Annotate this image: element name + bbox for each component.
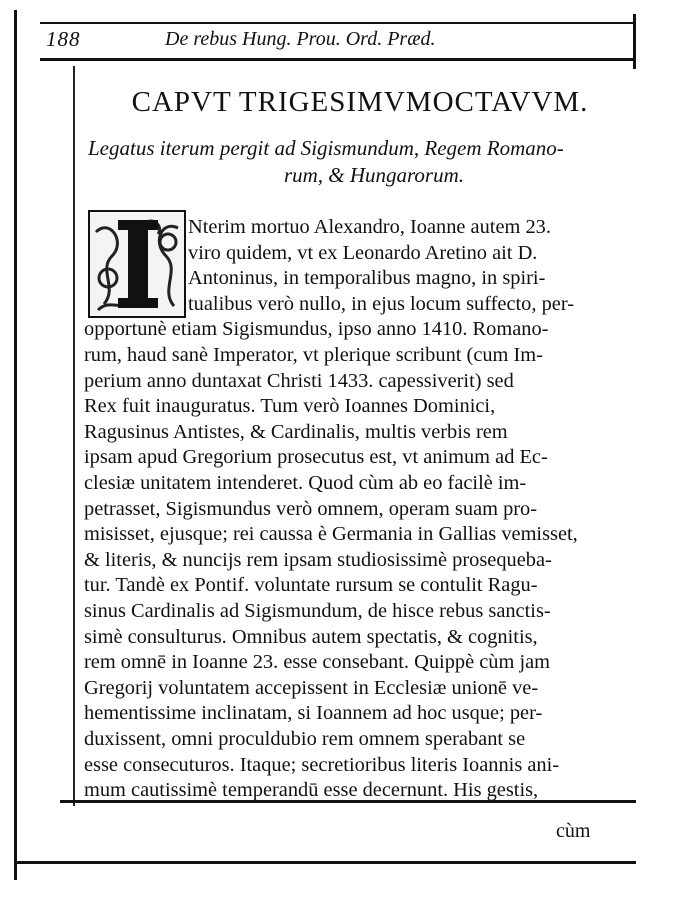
body-line: duxissent, omni proculdubio rem omnem sperabant se <box>84 728 526 750</box>
body-line: perium anno duntaxat Christi 1433. capessiverit) sed <box>84 369 514 392</box>
chapter-subtitle <box>88 135 620 189</box>
body-line: ipsam apud Gregorium prosecutus est, vt animum ad Ec- <box>84 446 548 469</box>
text-block-left-rule <box>73 66 75 806</box>
header-bottom-rule <box>40 58 636 61</box>
body-line: & literis, & nuncijs rem ipsam studiosissimè prosequeba- <box>84 548 552 571</box>
body-line: sinus Cardinalis ad Sigismundum, de hisce rebus sanctis- <box>84 600 551 622</box>
chapter-title: CAPVT TRIGESIMVMOCTAVVM. <box>131 86 589 118</box>
body-line: simè consulturus. Omnibus autem spectatis, & cognitis, <box>84 625 538 648</box>
body-line: tualibus verò nullo, in ejus locum suffecto, per- <box>188 292 574 315</box>
running-head: De rebus Hung. Prou. Ord. Præd. <box>165 28 436 50</box>
body-line: esse consecuturos. Itaque; secretioribus literis Ioannis ani- <box>84 753 560 776</box>
decorated-initial <box>88 210 186 318</box>
body-line: Rex fuit inauguratus. Tum verò Ioannes Dominici, <box>84 395 496 418</box>
body-line: misisset, ejusque; rei caussa è Germania in Gallias vemisset, <box>84 523 578 546</box>
body-line: clesiæ unitatem intenderet. Quod cùm ab eo facilè im- <box>84 472 527 494</box>
body-line: tur. Tandè ex Pontif. voluntate rursum se contulit Ragu- <box>84 574 538 597</box>
body-line: viro quidem, vt ex Leonardo Aretino ait D. <box>188 241 538 264</box>
header-top-rule <box>40 22 636 24</box>
page-number: 188 <box>46 27 81 51</box>
page-frame-bottom-rule <box>14 861 636 864</box>
body-line: rem omnē in Ioanne 23. esse consebant. Quippè cùm jam <box>84 651 551 674</box>
body-line: Ragusinus Antistes, & Cardinalis, multis verbis rem <box>84 420 508 443</box>
body-line: Nterim mortuo Alexandro, Ioanne autem 23. <box>188 216 551 238</box>
decorated-initial-ornament <box>90 212 184 316</box>
catchword: cùm <box>556 820 591 842</box>
body-line: petrasset, Sigismundus verò omnem, operam suam pro- <box>84 497 538 520</box>
body-line: mum cautissimè temperandū esse decernunt. His gestis, <box>84 779 539 802</box>
body-line: opportunè etiam Sigismundus, ipso anno 1410. Romano- <box>84 318 549 341</box>
body-line: rum, haud sanè Imperator, vt plerique scribunt (cum Im- <box>84 344 543 366</box>
subtitle-line-1: Legatus iterum pergit ad Sigismundum, Regem Romano- <box>88 136 564 160</box>
page-frame-left-rule <box>14 10 17 880</box>
body-line: Antoninus, in temporalibus magno, in spiri- <box>188 267 546 290</box>
body-line: Gregorij voluntatem accepissent in Ecclesiæ unionē ve- <box>84 676 539 699</box>
body-line: hementissime inclinatam, si Ioannem ad hoc usque; per- <box>84 702 543 725</box>
subtitle-line-2: rum, & Hungarorum. <box>283 163 465 187</box>
